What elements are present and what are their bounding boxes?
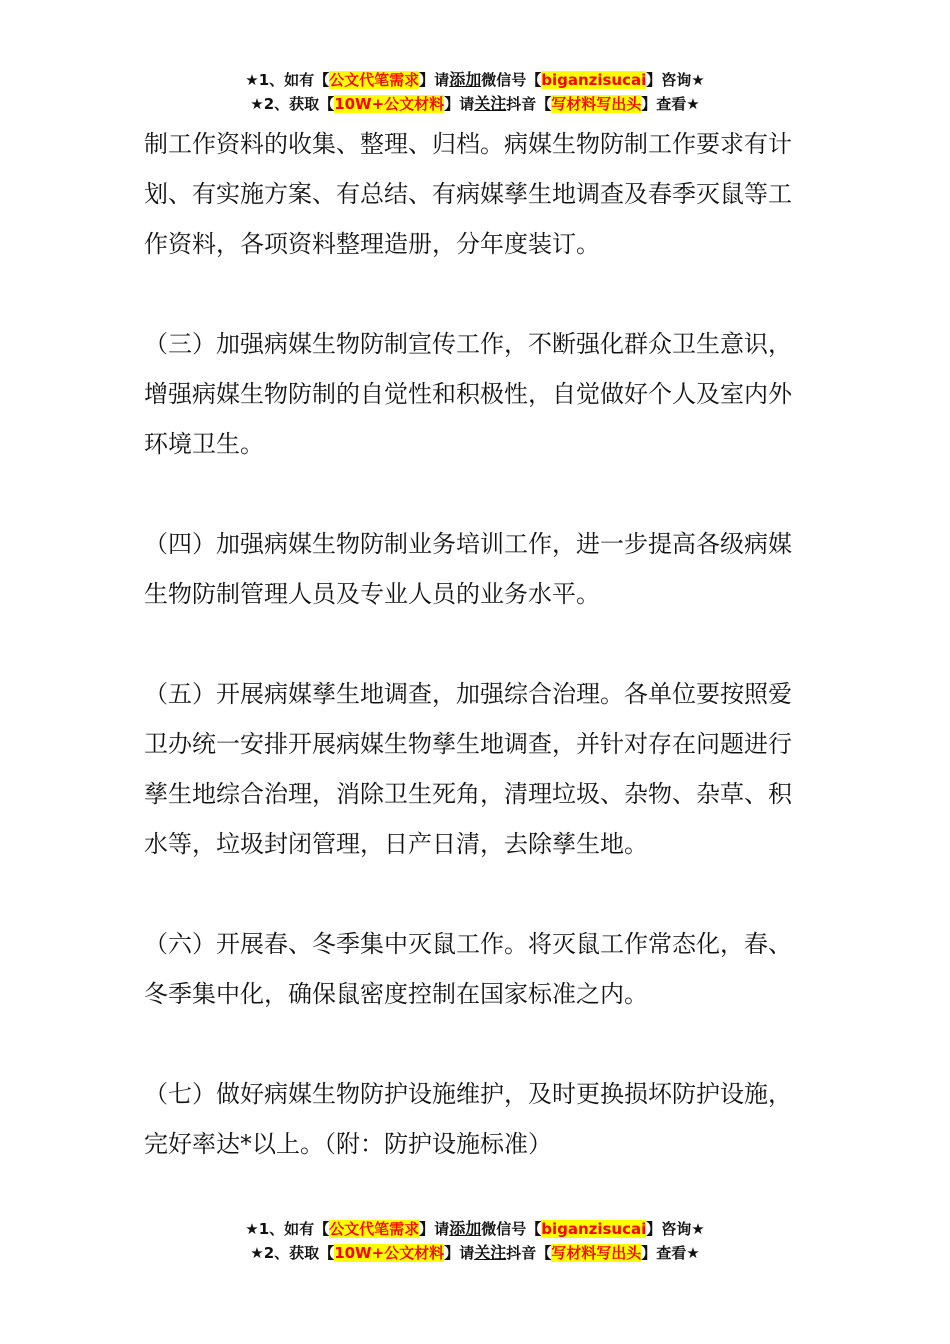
highlight-service: 公文代笔需求 — [329, 1220, 420, 1238]
footer-banner — [0, 1217, 950, 1265]
paragraph-3: （三）加强病媒生物防制宣传工作，不断强化群众卫生意识，增强病媒生物防制的自觉性和积极性，自觉做好个人及室内外环境卫生。 — [144, 330, 792, 458]
banner-line-2: ★2、获取【10W+公文材料】请关注抖音【写材料写出头】查看★ — [250, 1243, 700, 1262]
highlight-douyin: 写材料写出头 — [551, 1244, 642, 1262]
header-banner — [0, 68, 950, 116]
banner-line-2: ★2、获取【10W+公文材料】请关注抖音【写材料写出头】查看★ — [250, 94, 700, 113]
underlined-add: 添加 — [449, 70, 482, 89]
highlight-service: 公文代笔需求 — [329, 71, 420, 89]
underlined-follow: 关注 — [474, 1243, 507, 1262]
paragraph-4: （四）加强病媒生物防制业务培训工作，进一步提高各级病媒生物防制管理人员及专业人员的业务水平。 — [144, 530, 792, 608]
paragraph-7: （七）做好病媒生物防护设施维护，及时更换损坏防护设施，完好率达*以上。（附：防护设施标准） — [144, 1080, 792, 1158]
highlight-materials: 10W+公文材料 — [334, 1244, 445, 1262]
highlight-wechat-id: biganzisucai — [541, 1220, 647, 1238]
paragraph-6: （六）开展春、冬季集中灭鼠工作。将灭鼠工作常态化，春、冬季集中化，确保鼠密度控制在国家标准之内。 — [144, 930, 792, 1008]
highlight-douyin: 写材料写出头 — [551, 95, 642, 113]
paragraph-5: （五）开展病媒孳生地调查，加强综合治理。各单位要按照爱卫办统一安排开展病媒生物孳生地调查，并针对存在问题进行孳生地综合治理，消除卫生死角，清理垃圾、杂物、杂草、积水等，垃圾封闭管理，日产日清，去除孳生地。 — [144, 680, 792, 858]
banner-line-1: ★1、如有【公文代笔需求】请添加微信号【biganzisucai】咨询★ — [245, 1219, 705, 1238]
document-body — [144, 119, 814, 1169]
highlight-wechat-id: biganzisucai — [541, 71, 647, 89]
highlight-materials: 10W+公文材料 — [334, 95, 445, 113]
underlined-add: 添加 — [449, 1219, 482, 1238]
underlined-follow: 关注 — [474, 94, 507, 113]
paragraph-archive: 制工作资料的收集、整理、归档。病媒生物防制工作要求有计划、有实施方案、有总结、有病媒孳生地调查及春季灭鼠等工作资料，各项资料整理造册，分年度装订。 — [144, 130, 792, 258]
banner-line-1: ★1、如有【公文代笔需求】请添加微信号【biganzisucai】咨询★ — [245, 70, 705, 89]
